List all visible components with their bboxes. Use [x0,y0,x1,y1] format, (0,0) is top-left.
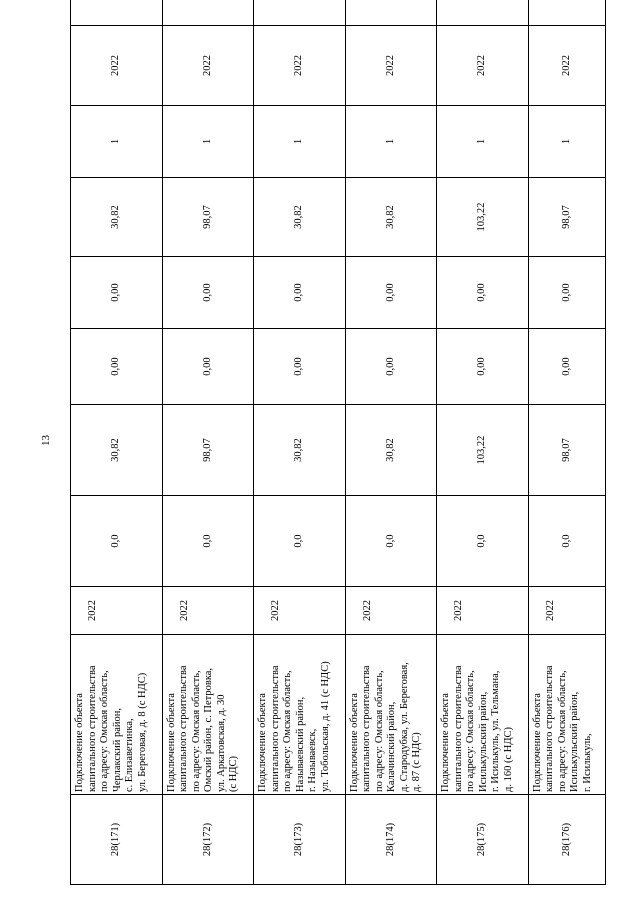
description-line: д. 160 (с НДС) [502,727,514,792]
row-id-cell: 28(173) [254,795,346,885]
description-line: по адресу: Омская область, [99,670,110,792]
description-text [74,637,162,792]
start-year-cell: 2022 [254,26,346,106]
value-3-cell: 0,00 [162,329,254,405]
value-4-cell: 0,00 [71,257,163,329]
end-year-cell [162,0,254,26]
description-cell [437,635,529,795]
description-line: капитального строительства [452,665,464,792]
start-year-cell: 2022 [71,26,163,106]
description-cell [71,635,163,795]
row-id-cell: 28(176) [528,795,605,885]
table-row [71,0,163,885]
value-3-cell: 0,00 [528,329,605,405]
rotated-table-wrapper [70,28,606,885]
table-row [254,0,346,885]
table-row [437,0,529,885]
start-year-cell: 2022 [162,26,254,106]
count-cell: 1 [254,106,346,178]
row-id-cell: 28(175) [437,795,529,885]
count-cell: 1 [528,106,605,178]
value-2-cell: 30,82 [254,405,346,496]
year-cell: 2022 [254,587,346,635]
description-text [257,637,345,792]
year-cell: 2022 [345,587,437,635]
description-cell [162,635,254,795]
description-line: с. Елизаветинка, [124,718,135,792]
value-1-cell: 0,0 [528,496,605,587]
row-id-cell: 28(172) [162,795,254,885]
value-4-cell: 0,00 [437,257,529,329]
description-line: Подключение объекта [348,693,360,792]
year-cell: 2022 [71,587,163,635]
description-line: (с НДС) [228,755,240,792]
end-year-cell [345,0,437,26]
description-line: Исилькульский район, [477,691,489,792]
table-row [345,0,437,885]
description-line: д. Стародубка, ул. Береговая, [398,662,410,792]
start-year-cell: 2022 [345,26,437,106]
description-line: Калачинский район, [386,701,398,792]
value-4-cell: 0,00 [162,257,254,329]
value-2-cell: 98,07 [528,405,605,496]
description-line: Подключение объекта [440,693,452,792]
description-line: г. Исилькуль, ул. Тельмана, [490,670,502,792]
description-line: капитального строительства [86,665,98,792]
count-cell: 1 [345,106,437,178]
value-5-cell: 98,07 [162,178,254,257]
value-1-cell: 0,0 [162,496,254,587]
table-row [528,0,605,885]
value-3-cell: 0,00 [437,329,529,405]
description-line: по адресу: Омская область, [373,670,385,792]
start-year-cell: 2022 [528,26,605,106]
description-line: Черлакский район, [111,708,123,792]
description-line: по адресу: Омская область, [282,670,294,792]
description-line: по адресу: Омская область, [556,670,568,792]
value-2-cell: 103,22 [437,405,529,496]
value-1-cell: 0,0 [345,496,437,587]
description-line: ул. Тобольская, д. 41 (с НДС) [319,661,331,792]
description-line: по адресу: Омская область, [190,670,202,792]
description-line: д. 87 (с НДС) [411,732,423,792]
value-5-cell: 30,82 [345,178,437,257]
description-line: капитального строительства [178,665,190,792]
description-line: капитального строительства [361,665,373,792]
description-text [349,637,437,792]
row-id-cell: 28(171) [71,795,163,885]
value-5-cell: 103,22 [437,178,529,257]
year-cell: 2022 [528,587,605,635]
description-text [440,637,528,792]
description-cell [254,635,346,795]
description-cell [528,635,605,795]
start-year-cell: 2022 [437,26,529,106]
value-5-cell: 30,82 [71,178,163,257]
value-2-cell: 98,07 [162,405,254,496]
description-line: Подключение объекта [74,693,85,792]
table-body [71,0,606,885]
description-line: г. Исилькуль, [581,733,593,792]
count-cell: 1 [71,106,163,178]
value-2-cell: 30,82 [345,405,437,496]
description-line: капитального строительства [269,665,281,792]
data-table [70,0,606,885]
value-2-cell: 30,82 [71,405,163,496]
description-line: ул. Аркатовская, д. 30 [215,694,227,792]
value-3-cell: 0,00 [345,329,437,405]
description-line: ул. Береговая, д. 8 (с НДС) [136,672,148,792]
year-cell: 2022 [162,587,254,635]
description-line: г. Называевск, [307,728,319,792]
description-line: Подключение объекта [165,693,177,792]
description-cell [345,635,437,795]
description-line: Подключение объекта [257,693,269,792]
description-line: по адресу: Омская область, [465,670,477,792]
value-1-cell: 0,0 [437,496,529,587]
description-text [166,637,254,792]
value-1-cell: 0,0 [71,496,163,587]
description-line: капитального строительства [544,665,556,792]
description-line: Называевский район, [294,696,306,792]
end-year-cell [528,0,605,26]
description-line: Подключение объекта [531,693,543,792]
description-line: Исилькульский район, [569,691,581,792]
end-year-cell [254,0,346,26]
end-year-cell [71,0,163,26]
value-5-cell: 30,82 [254,178,346,257]
year-cell: 2022 [437,587,529,635]
table-row [162,0,254,885]
value-4-cell: 0,00 [345,257,437,329]
count-cell: 1 [162,106,254,178]
description-line: Омский район, с. Петровка, [203,667,215,792]
description-text [532,637,605,792]
row-id-cell: 28(174) [345,795,437,885]
page-number: 13 [40,435,52,446]
end-year-cell [437,0,529,26]
count-cell: 1 [437,106,529,178]
value-1-cell: 0,0 [254,496,346,587]
value-4-cell: 0,00 [528,257,605,329]
value-4-cell: 0,00 [254,257,346,329]
value-3-cell: 0,00 [254,329,346,405]
value-5-cell: 98,07 [528,178,605,257]
value-3-cell: 0,00 [71,329,163,405]
